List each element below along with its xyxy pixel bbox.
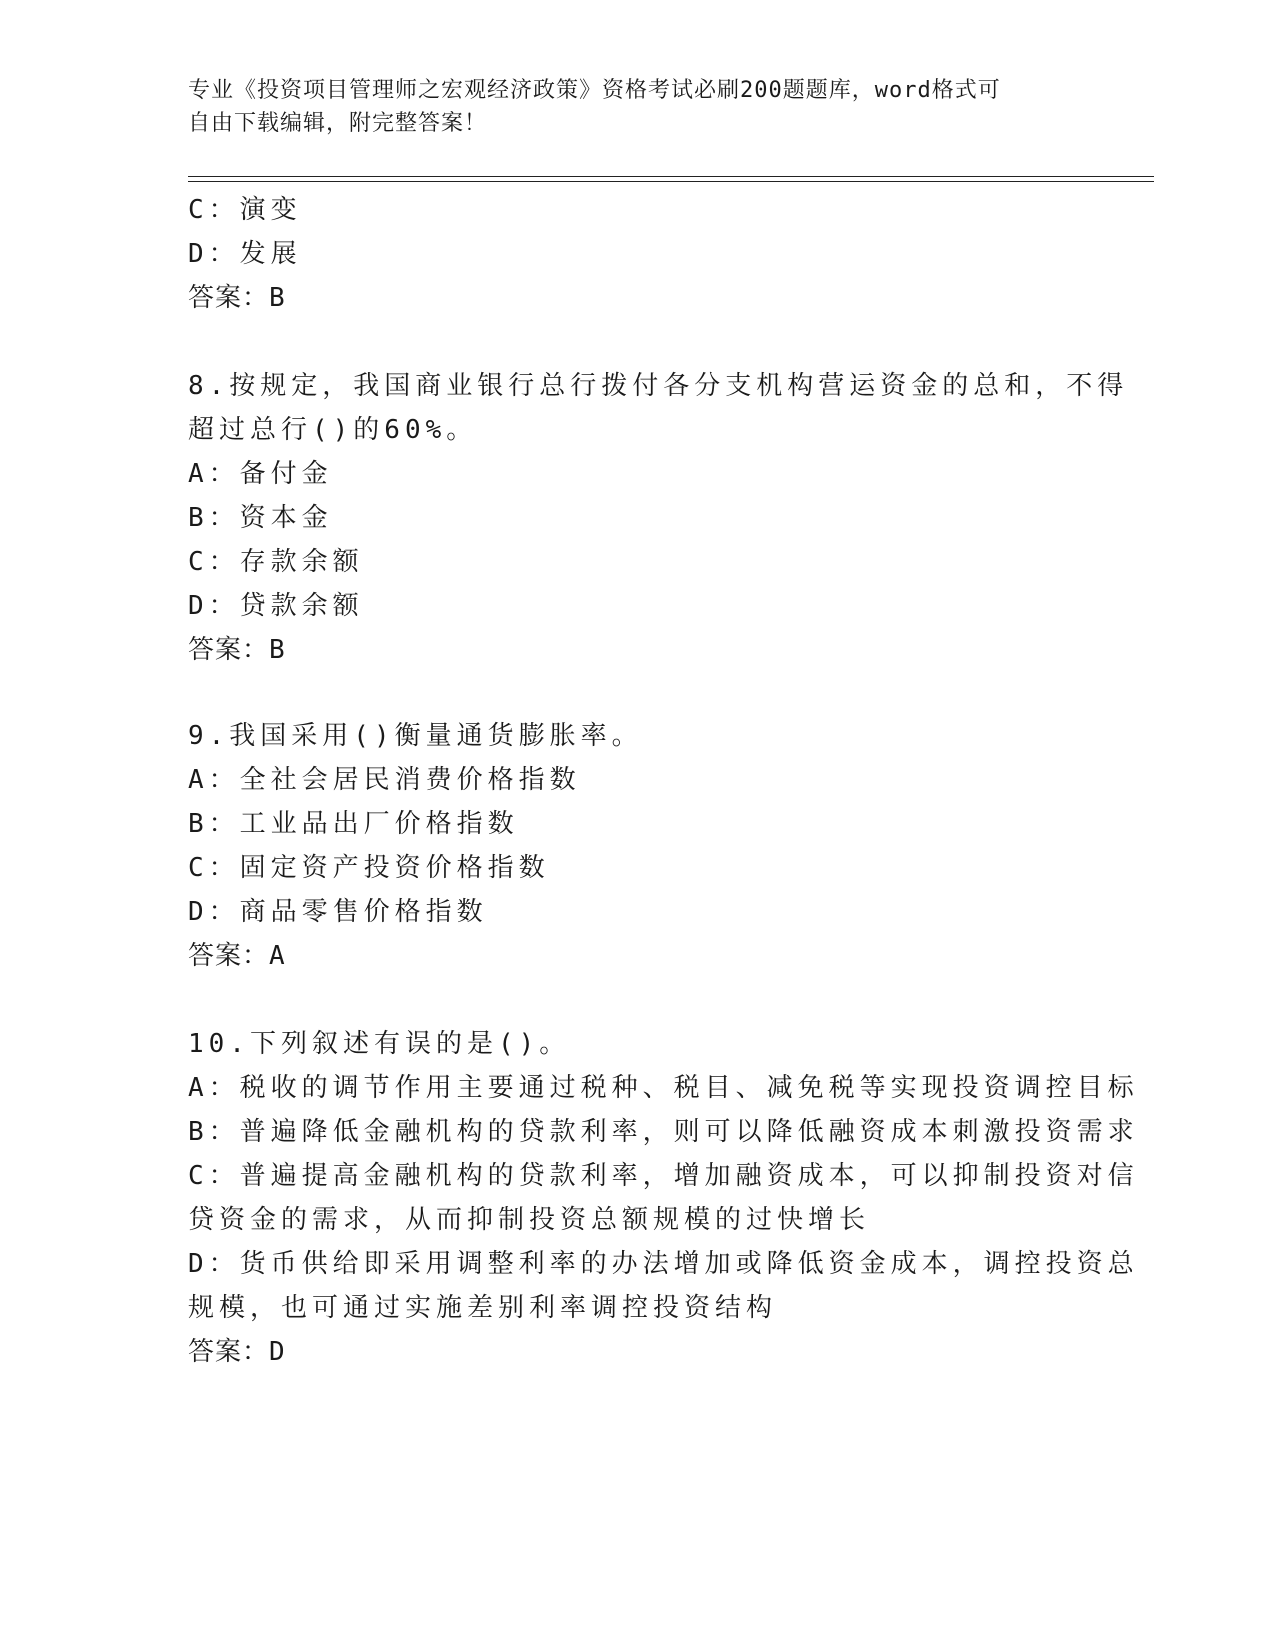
q10-option-c-line-2: 贷资金的需求，从而抑制投资总额规模的过快增长 xyxy=(188,1205,871,1235)
q8-option-d: D：贷款余额 xyxy=(188,591,364,621)
q8-stem-line-1: 8.按规定，我国商业银行总行拨付各分支机构营运资金的总和，不得 xyxy=(188,371,1129,401)
q8-option-b: B：资本金 xyxy=(188,503,333,533)
q10-answer: 答案：D xyxy=(188,1337,286,1367)
q8-answer: 答案：B xyxy=(188,635,286,665)
document-header xyxy=(188,74,1068,140)
q9-option-a: A：全社会居民消费价格指数 xyxy=(188,765,581,795)
q8-option-c: C：存款余额 xyxy=(188,547,364,577)
q9-option-d: D：商品零售价格指数 xyxy=(188,897,488,927)
q8-option-a: A：备付金 xyxy=(188,459,333,489)
q10-option-a: A：税收的调节作用主要通过税种、税目、减免税等实现投资调控目标 xyxy=(188,1073,1139,1103)
q9-option-b: B：工业品出厂价格指数 xyxy=(188,809,519,839)
q10-option-c-line-1: C：普遍提高金融机构的贷款利率，增加融资成本，可以抑制投资对信 xyxy=(188,1161,1139,1191)
header-divider-top xyxy=(188,176,1154,177)
q9-answer: 答案：A xyxy=(188,941,286,971)
header-line-2: 自由下载编辑，附完整答案！ xyxy=(188,111,488,136)
q7-option-d: D：发展 xyxy=(188,239,302,269)
q10-option-d-line-2: 规模，也可通过实施差别利率调控投资结构 xyxy=(188,1293,778,1323)
q9-stem: 9.我国采用()衡量通货膨胀率。 xyxy=(188,721,643,751)
q9-option-c: C：固定资产投资价格指数 xyxy=(188,853,550,883)
header-divider-bottom xyxy=(188,181,1154,182)
q7-option-c: C：演变 xyxy=(188,195,302,225)
header-line-1: 专业《投资项目管理师之宏观经济政策》资格考试必刷200题题库，word格式可 xyxy=(188,78,1001,103)
q10-stem: 10.下列叙述有误的是()。 xyxy=(188,1029,571,1059)
q10-option-b: B：普遍降低金融机构的贷款利率，则可以降低融资成本刺激投资需求 xyxy=(188,1117,1139,1147)
q7-answer: 答案：B xyxy=(188,283,286,313)
q10-option-d-line-1: D：货币供给即采用调整利率的办法增加或降低资金成本，调控投资总 xyxy=(188,1249,1139,1279)
q8-stem-line-2: 超过总行()的60%。 xyxy=(188,415,478,445)
